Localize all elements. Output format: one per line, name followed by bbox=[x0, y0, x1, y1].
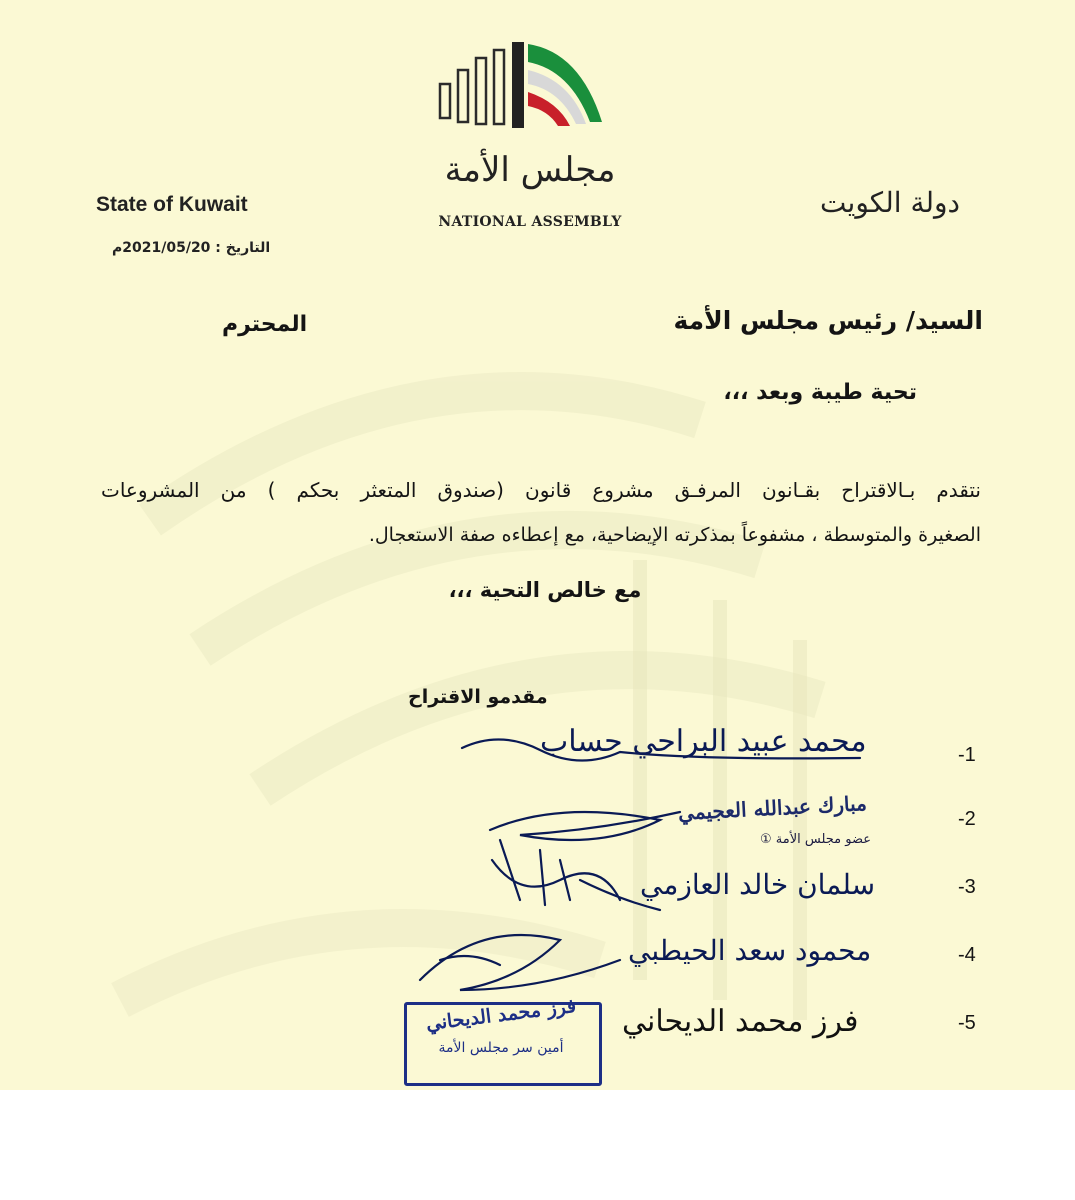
proposers-heading: مقدمو الاقتراح bbox=[408, 686, 548, 708]
body-paragraph-line-1: نتقدم بـالاقتراح بقـانون المرفـق مشروع قانون (صندوق المتعثر بحكم ) من المشروعات bbox=[101, 478, 981, 502]
page-margin bbox=[0, 1090, 1075, 1200]
state-name-english: State of Kuwait bbox=[96, 193, 248, 216]
signature-1: محمد عبيد البراحي حساب bbox=[540, 724, 867, 759]
signatory-number: -1 bbox=[958, 744, 976, 766]
stamp-title-line: أمين سر مجلس الأمة bbox=[438, 1040, 564, 1056]
logo-english-wordmark: NATIONAL ASSEMBLY bbox=[438, 214, 622, 230]
addressee-line: السيد/ رئيس مجلس الأمة bbox=[673, 306, 983, 335]
logo-arabic-wordmark: مجلس الأمة bbox=[444, 150, 616, 190]
signature-5: فرز محمد الديحاني bbox=[622, 1004, 859, 1039]
signature-4: محمود سعد الحيطبي bbox=[628, 934, 872, 967]
stamp-name: فرز محمد الديحاني bbox=[424, 994, 578, 1036]
letter-date: التاريخ : 2021/05/20م bbox=[112, 240, 271, 256]
greeting: تحية طيبة وبعد ،،، bbox=[723, 380, 917, 405]
signatory-number: -3 bbox=[958, 876, 976, 898]
state-name-arabic: دولة الكويت bbox=[820, 186, 960, 219]
signatory-number: -4 bbox=[958, 944, 976, 966]
closing-line: مع خالص التحية ،،، bbox=[448, 578, 642, 602]
signatory-number: -2 bbox=[958, 808, 976, 830]
signatory-number: -5 bbox=[958, 1012, 976, 1034]
honorific: المحترم bbox=[222, 312, 308, 337]
member-note: عضو مجلس الأمة ① bbox=[760, 832, 871, 847]
signature-2-stamp-name: مبارك عبدالله العجيمي bbox=[677, 791, 868, 825]
body-paragraph-line-2: الصغيرة والمتوسطة ، مشفوعاً بمذكرته الإيضاحية، مع إعطاءه صفة الاستعجال. bbox=[368, 524, 981, 546]
signature-3: سلمان خالد العازمي bbox=[640, 868, 876, 901]
